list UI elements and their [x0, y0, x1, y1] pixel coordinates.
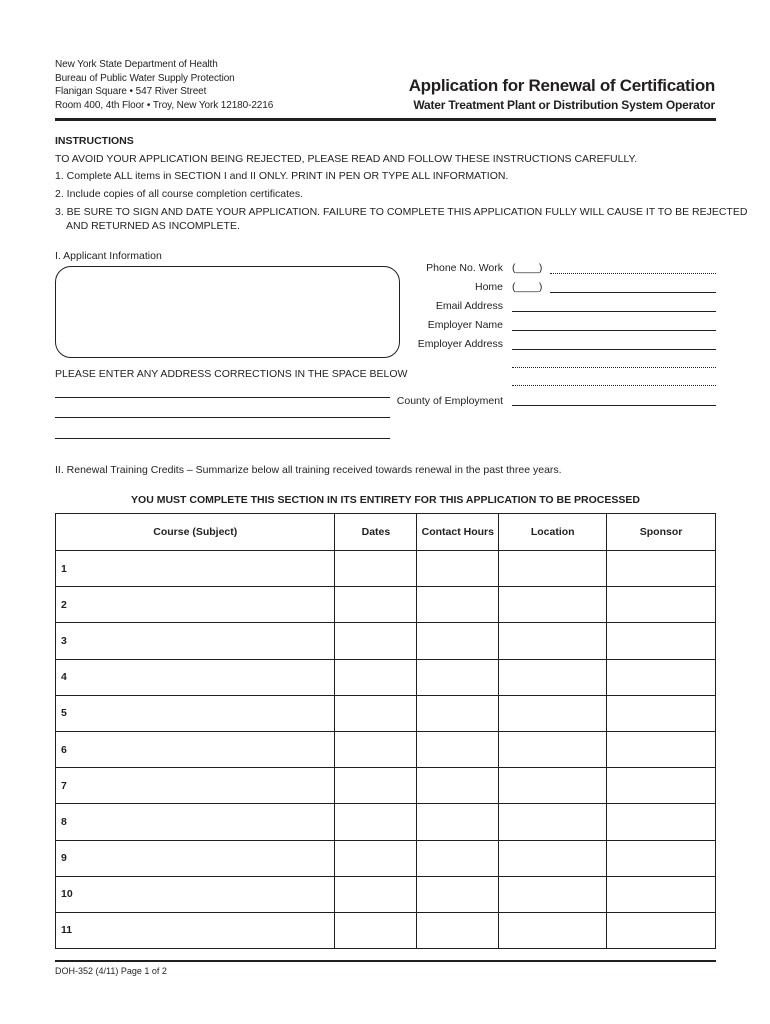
section-1-heading: I. Applicant Information [55, 250, 162, 262]
table-row [56, 695, 716, 731]
applicant-address-box [55, 266, 400, 358]
contact-hours-cell[interactable] [417, 623, 499, 659]
instructions-block [55, 133, 748, 233]
training-credits-table [55, 513, 716, 949]
column-header-dates: Dates [335, 514, 417, 551]
course-cell[interactable]: 5 [56, 695, 335, 731]
employer-address-label: Employer Address [417, 338, 503, 350]
table-row [56, 804, 716, 840]
form-footer: DOH-352 (4/11) Page 1 of 2 [55, 966, 167, 976]
contact-hours-cell[interactable] [417, 912, 499, 948]
instruction-item-1: 1. Complete ALL items in SECTION I and II ONLY. PRINT IN PEN OR TYPE ALL INFORMATION. [55, 170, 509, 182]
course-cell[interactable]: 11 [56, 912, 335, 948]
table-header-row [56, 514, 716, 551]
table-row [56, 876, 716, 912]
instructions-intro: TO AVOID YOUR APPLICATION BEING REJECTED, PLEASE READ AND FOLLOW THESE INSTRUCTIONS CAREFULLY. [55, 152, 638, 165]
email-field[interactable] [512, 311, 716, 312]
contact-hours-cell[interactable] [417, 804, 499, 840]
instruction-item-3: 3. BE SURE TO SIGN AND DATE YOUR APPLICATION. FAILURE TO COMPLETE THIS APPLICATION FULLY WILL CAUSE IT TO BE REJECTED [55, 206, 748, 218]
instruction-item-3-cont: AND RETURNED AS INCOMPLETE. [66, 220, 240, 232]
table-row [56, 659, 716, 695]
form-title: Application for Renewal of Certification [408, 76, 715, 95]
sponsor-cell[interactable] [607, 695, 716, 731]
location-cell[interactable] [499, 768, 607, 804]
column-header-course: Course (Subject) [56, 514, 335, 551]
location-cell[interactable] [499, 659, 607, 695]
phone-work-field[interactable] [550, 273, 716, 274]
location-cell[interactable] [499, 623, 607, 659]
course-cell[interactable]: 2 [56, 587, 335, 623]
course-cell[interactable]: 6 [56, 731, 335, 767]
sponsor-cell[interactable] [607, 912, 716, 948]
contact-hours-cell[interactable] [417, 876, 499, 912]
contact-hours-cell[interactable] [417, 768, 499, 804]
agency-street: Flanigan Square • 547 River Street [55, 86, 207, 98]
address-correction-line-3[interactable] [55, 438, 390, 439]
contact-hours-cell[interactable] [417, 587, 499, 623]
course-cell[interactable]: 4 [56, 659, 335, 695]
location-cell[interactable] [499, 876, 607, 912]
agency-address-block [55, 58, 273, 112]
contact-hours-cell[interactable] [417, 695, 499, 731]
location-cell[interactable] [499, 840, 607, 876]
table-row [56, 768, 716, 804]
dates-cell[interactable] [335, 551, 417, 587]
contact-hours-cell[interactable] [417, 840, 499, 876]
employer-name-label: Employer Name [427, 319, 503, 331]
dates-cell[interactable] [335, 876, 417, 912]
contact-hours-cell[interactable] [417, 731, 499, 767]
employer-address-field-1[interactable] [512, 349, 716, 350]
table-row [56, 623, 716, 659]
section-2-heading: II. Renewal Training Credits – Summarize below all training received towards renewal in the past three years. [55, 464, 562, 476]
dates-cell[interactable] [335, 768, 417, 804]
sponsor-cell[interactable] [607, 804, 716, 840]
phone-home-field[interactable] [550, 292, 716, 293]
dates-cell[interactable] [335, 804, 417, 840]
location-cell[interactable] [499, 912, 607, 948]
employer-name-field[interactable] [512, 330, 716, 331]
phone-home-area-code[interactable]: (____) [512, 281, 543, 293]
agency-name: New York State Department of Health [55, 59, 218, 70]
table-row [56, 587, 716, 623]
county-label: County of Employment [396, 395, 503, 407]
location-cell[interactable] [499, 804, 607, 840]
email-label: Email Address [435, 300, 503, 312]
course-cell[interactable]: 7 [56, 768, 335, 804]
dates-cell[interactable] [335, 840, 417, 876]
bureau-name: Bureau of Public Water Supply Protection [55, 72, 235, 84]
form-subtitle: Water Treatment Plant or Distribution System Operator [413, 98, 715, 112]
dates-cell[interactable] [335, 587, 417, 623]
address-correction-line-1[interactable] [55, 397, 390, 398]
table-row [56, 840, 716, 876]
employer-address-field-2[interactable] [512, 367, 716, 368]
location-cell[interactable] [499, 731, 607, 767]
footer-divider [55, 960, 716, 962]
sponsor-cell[interactable] [607, 587, 716, 623]
phone-home-label: Home [474, 281, 503, 293]
must-complete-notice: YOU MUST COMPLETE THIS SECTION IN ITS ENTIRETY FOR THIS APPLICATION TO BE PROCESSED [131, 494, 640, 506]
course-cell[interactable]: 3 [56, 623, 335, 659]
course-cell[interactable]: 10 [56, 876, 335, 912]
instructions-heading: INSTRUCTIONS [55, 135, 134, 147]
course-cell[interactable]: 1 [56, 551, 335, 587]
address-corrections-label: PLEASE ENTER ANY ADDRESS CORRECTIONS IN THE SPACE BELOW [55, 368, 408, 380]
dates-cell[interactable] [335, 659, 417, 695]
table-row [56, 551, 716, 587]
agency-city: Room 400, 4th Floor • Troy, New York 12180-2216 [55, 99, 274, 111]
course-cell[interactable]: 9 [56, 840, 335, 876]
sponsor-cell[interactable] [607, 731, 716, 767]
dates-cell[interactable] [335, 731, 417, 767]
sponsor-cell[interactable] [607, 659, 716, 695]
instruction-item-2: 2. Include copies of all course completion certificates. [55, 187, 304, 200]
sponsor-cell[interactable] [607, 768, 716, 804]
location-cell[interactable] [499, 695, 607, 731]
sponsor-cell[interactable] [607, 551, 716, 587]
employer-address-field-3[interactable] [512, 385, 716, 386]
column-header-location: Location [499, 514, 607, 551]
phone-work-label: Phone No. Work [426, 262, 503, 274]
sponsor-cell[interactable] [607, 876, 716, 912]
table-row [56, 731, 716, 767]
header-divider [55, 118, 716, 121]
dates-cell[interactable] [335, 623, 417, 659]
phone-work-area-code[interactable]: (____) [512, 262, 543, 274]
contact-hours-cell[interactable] [417, 551, 499, 587]
dates-cell[interactable] [335, 912, 417, 948]
location-cell[interactable] [499, 551, 607, 587]
column-header-contact-hours: Contact Hours [417, 514, 499, 551]
column-header-sponsor: Sponsor [607, 514, 716, 551]
sponsor-cell[interactable] [607, 840, 716, 876]
contact-hours-cell[interactable] [417, 659, 499, 695]
sponsor-cell[interactable] [607, 623, 716, 659]
county-field[interactable] [512, 405, 716, 406]
address-correction-line-2[interactable] [55, 417, 390, 418]
location-cell[interactable] [499, 587, 607, 623]
course-cell[interactable]: 8 [56, 804, 335, 840]
table-row [56, 912, 716, 948]
dates-cell[interactable] [335, 695, 417, 731]
